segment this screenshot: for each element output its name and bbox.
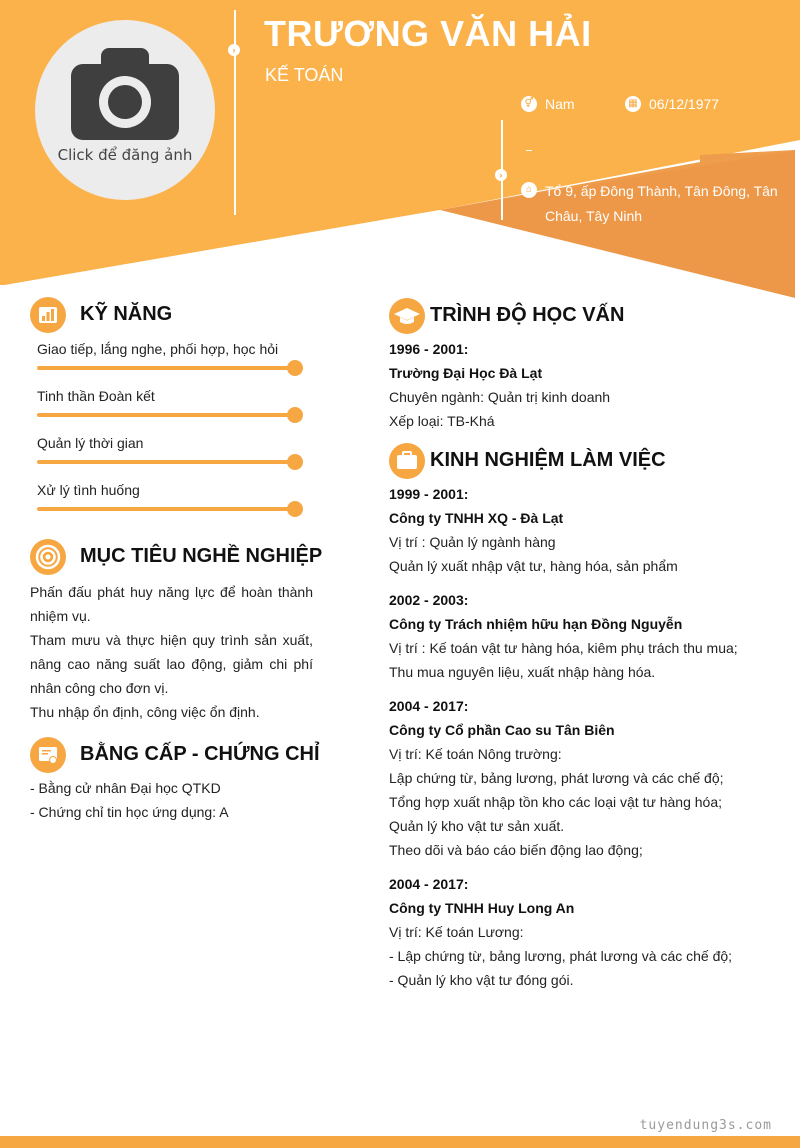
graduation-cap-icon	[389, 298, 425, 334]
job-period: 2004 - 2017:	[389, 698, 469, 714]
phone-placeholder	[526, 150, 532, 151]
job-company: Công ty Trách nhiệm hữu hạn Đồng Nguyễn	[389, 616, 683, 632]
skill-label: Giao tiếp, lắng nghe, phối hợp, học hỏi	[37, 341, 279, 357]
job-detail: - Lập chứng từ, bảng lương, phát lương và các chế độ;	[389, 948, 733, 964]
candidate-title: KẾ TOÁN	[265, 65, 344, 85]
briefcase-icon	[389, 443, 425, 479]
education-section-icon	[389, 298, 425, 334]
job-period: 2002 - 2003:	[389, 592, 469, 608]
certificate-item: - Bằng cử nhân Đại học QTKD	[30, 780, 221, 796]
certificate-icon	[30, 737, 66, 773]
header-divider	[234, 10, 236, 215]
certificates-section-icon	[30, 737, 66, 773]
chevron-right-icon: ›	[228, 44, 240, 56]
candidate-name: TRƯƠNG VĂN HẢI	[264, 13, 592, 54]
chevron-right-icon: ›	[495, 169, 507, 181]
job-company: Công ty TNHH Huy Long An	[389, 900, 575, 916]
skill-label: Quản lý thời gian	[37, 435, 144, 451]
skill-handle[interactable]	[287, 407, 303, 423]
education-grade: Xếp loại: TB-Khá	[389, 413, 495, 429]
skill-bar	[37, 413, 295, 417]
job-detail: Quản lý xuất nhập vật tư, hàng hóa, sản phẩm	[389, 558, 678, 574]
skills-section-icon	[30, 297, 66, 333]
address-line-2: Châu, Tây Ninh	[545, 208, 643, 224]
skill-handle[interactable]	[287, 360, 303, 376]
job-detail: Quản lý kho vật tư sản xuất.	[389, 818, 565, 834]
calendar-icon: ▦	[625, 96, 641, 112]
job-company: Công ty TNHH XQ - Đà Lạt	[389, 510, 564, 526]
education-major: Chuyên ngành: Quản trị kinh doanh	[389, 389, 611, 405]
job-detail: Tổng hợp xuất nhập tồn kho các loại vật tư hàng hóa;	[389, 794, 722, 810]
experience-heading: KINH NGHIỆM LÀM VIỆC	[430, 449, 666, 471]
objective-paragraph: Phấn đấu phát huy năng lực để hoàn thành nhiệm vụ.	[30, 584, 313, 624]
gender-value: Nam	[545, 96, 575, 112]
education-school: Trường Đại Học Đà Lạt	[389, 365, 543, 381]
job-detail: Vị trí: Kế toán Lương:	[389, 924, 524, 940]
job-detail: Thu mua nguyên liệu, xuất nhập hàng hóa.	[389, 664, 656, 680]
objective-heading: MỤC TIÊU NGHỀ NGHIỆP	[80, 545, 323, 567]
certificate-item: - Chứng chỉ tin học ứng dụng: A	[30, 804, 229, 820]
objective-section-icon	[30, 539, 66, 575]
camera-icon	[71, 46, 179, 140]
job-company: Công ty Cổ phần Cao su Tân Biên	[389, 722, 615, 738]
gender-icon: ⚥	[521, 96, 537, 112]
skill-label: Tinh thần Đoàn kết	[37, 388, 155, 404]
watermark: tuyendung3s.com	[639, 1118, 772, 1133]
job-detail: Vị trí : Quản lý ngành hàng	[389, 534, 556, 550]
education-period: 1996 - 2001:	[389, 341, 469, 357]
address-line-1: Tổ 9, ấp Đông Thành, Tân Đông, Tân	[545, 183, 778, 199]
certificates-heading: BẰNG CẤP - CHỨNG CHỈ	[80, 743, 320, 765]
skill-label: Xử lý tình huống	[37, 482, 140, 498]
skill-bar	[37, 366, 295, 370]
birthdate-value: 06/12/1977	[649, 96, 720, 112]
job-detail: Vị trí : Kế toán vật tư hàng hóa, kiêm phụ trách thu mua;	[389, 640, 738, 656]
skill-handle[interactable]	[287, 501, 303, 517]
home-icon: ⌂	[521, 182, 537, 198]
skills-heading: KỸ NĂNG	[80, 303, 173, 325]
profile-photo-upload[interactable]	[35, 20, 215, 200]
photo-caption: Click để đăng ảnh	[57, 146, 193, 164]
objective-paragraph: Thu nhập ổn định, công việc ổn định.	[30, 704, 260, 720]
job-detail: - Quản lý kho vật tư đóng gói.	[389, 972, 574, 988]
education-heading: TRÌNH ĐỘ HỌC VẤN	[430, 304, 625, 326]
job-detail: Theo dõi và báo cáo biến động lao động;	[389, 842, 643, 858]
target-icon	[30, 539, 66, 575]
job-period: 1999 - 2001:	[389, 486, 469, 502]
skill-handle[interactable]	[287, 454, 303, 470]
skill-bar	[37, 507, 295, 511]
job-detail: Vị trí: Kế toán Nông trường:	[389, 746, 562, 762]
skill-bar	[37, 460, 295, 464]
bar-chart-icon	[30, 297, 66, 333]
job-period: 2004 - 2017:	[389, 876, 469, 892]
experience-section-icon	[389, 443, 425, 479]
objective-paragraph: Tham mưu và thực hiện quy trình sản xuất, nâng cao năng suất lao động, giảm chi phí nhân công cho đơn vị.	[30, 632, 313, 696]
job-detail: Lập chứng từ, bảng lương, phát lương và các chế độ;	[389, 770, 724, 786]
footer-bar	[0, 1136, 800, 1148]
